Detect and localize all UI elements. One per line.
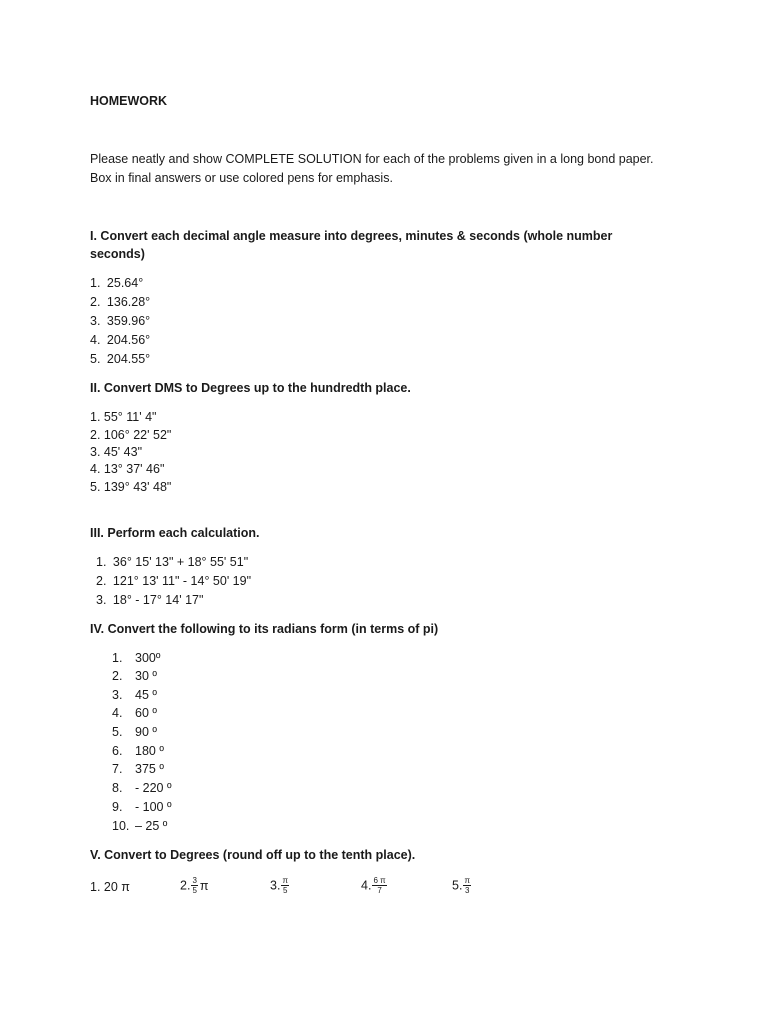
section-1-item [90, 352, 150, 366]
item-number: 6. [112, 744, 123, 758]
item-text: 30 º [135, 669, 157, 683]
section-1-item [90, 276, 143, 290]
item-number: 4. [112, 706, 123, 720]
item-text: - 220 º [135, 781, 172, 795]
item-text: 60 º [135, 706, 157, 720]
section-4-item [112, 651, 312, 665]
item-text: – 25 º [135, 819, 168, 833]
section-2-item: 2. 106° 22' 52" [90, 428, 172, 442]
item-number: 5. [452, 878, 463, 893]
section-5-item [452, 876, 471, 895]
item-text: 300º [135, 651, 161, 665]
item-number: 3. [96, 593, 107, 607]
item-number: 4. [90, 333, 101, 347]
item-number: 4. [361, 878, 372, 893]
section-2-item: 5. 139° 43' 48" [90, 480, 172, 494]
item-number: 1. [112, 651, 123, 665]
item-text: 121° 13' 11" - 14° 50' 19" [112, 574, 252, 588]
item-number: 3. [90, 314, 101, 328]
section-5-heading: V. Convert to Degrees (round off up to the tenth place). [90, 848, 416, 862]
item-number: 1. [90, 276, 101, 290]
item-number: 2. [180, 878, 191, 893]
section-5-item [90, 880, 130, 894]
fraction [372, 876, 386, 895]
section-4-item [112, 725, 312, 739]
section-1-item [90, 295, 150, 309]
section-2-item: 3. 45' 43" [90, 445, 143, 459]
item-text: 36° 15' 13" + 18° 55' 51" [112, 555, 249, 569]
item-text: 136.28° [106, 295, 151, 309]
section-5-item [361, 876, 387, 895]
section-2-heading: II. Convert DMS to Degrees up to the hundredth place. [90, 381, 411, 395]
fraction-numerator: 3 [192, 876, 197, 885]
item-text: - 100 º [135, 800, 172, 814]
instructions-line-2: Box in final answers or use colored pens for emphasis. [90, 171, 393, 185]
section-2-item: 1. 55° 11' 4" [90, 410, 157, 424]
section-4-item [112, 706, 312, 720]
fraction-denominator: 5 [192, 886, 197, 895]
item-text: 359.96° [106, 314, 151, 328]
section-4-item [112, 744, 312, 758]
section-5-item [270, 876, 289, 895]
item-number: 10. [112, 819, 130, 833]
item-text: 375 º [135, 762, 164, 776]
fraction-numerator: π [464, 876, 470, 885]
item-number: 1. [90, 880, 101, 894]
item-text: 18° - 17° 14' 17" [112, 593, 204, 607]
section-1-heading: I. Convert each decimal angle measure into degrees, minutes & seconds (whole number [90, 229, 613, 243]
item-text: 204.56° [106, 333, 151, 347]
section-4-item [112, 781, 312, 795]
fraction-numerator: π [282, 876, 288, 885]
item-text: 90 º [135, 725, 157, 739]
fraction-numerator: 6 π [373, 876, 386, 885]
homework-title: HOMEWORK [90, 94, 168, 108]
fraction-denominator: 7 [377, 886, 382, 895]
section-4-item [112, 688, 312, 702]
item-text: 204.55° [106, 352, 151, 366]
item-number: 8. [112, 781, 123, 795]
item-number: 1. [96, 555, 107, 569]
section-4-item [112, 762, 312, 776]
pi-symbol: π [199, 878, 209, 893]
section-1-heading-cont: seconds) [90, 247, 145, 261]
item-text: 180 º [135, 744, 164, 758]
item-number: 3. [270, 878, 281, 893]
fraction [191, 876, 197, 895]
item-number: 3. [112, 688, 123, 702]
section-5-item [180, 876, 209, 895]
item-number: 5. [112, 725, 123, 739]
instructions-line-1: Please neatly and show COMPLETE SOLUTION for each of the problems given in a long bond paper. [90, 152, 654, 166]
fraction-denominator: 5 [282, 886, 288, 895]
item-number: 5. [90, 352, 101, 366]
item-number: 2. [96, 574, 107, 588]
section-2-item: 4. 13° 37' 46" [90, 462, 165, 476]
section-3-item [96, 593, 203, 607]
fraction [281, 876, 289, 895]
item-number: 2. [112, 669, 123, 683]
section-4-item [112, 819, 312, 833]
item-number: 7. [112, 762, 123, 776]
item-text: 25.64° [106, 276, 144, 290]
fraction-denominator: 3 [464, 886, 470, 895]
section-1-item [90, 314, 150, 328]
section-4-item [112, 669, 312, 683]
item-number: 9. [112, 800, 123, 814]
section-1-item [90, 333, 150, 347]
item-text: 45 º [135, 688, 157, 702]
fraction [463, 876, 471, 895]
section-4-item [112, 800, 312, 814]
section-3-item [96, 555, 248, 569]
item-text: 20 π [103, 880, 130, 894]
section-3-heading: III. Perform each calculation. [90, 526, 260, 540]
section-3-item [96, 574, 251, 588]
item-number: 2. [90, 295, 101, 309]
section-4-heading: IV. Convert the following to its radians form (in terms of pi) [90, 622, 439, 636]
